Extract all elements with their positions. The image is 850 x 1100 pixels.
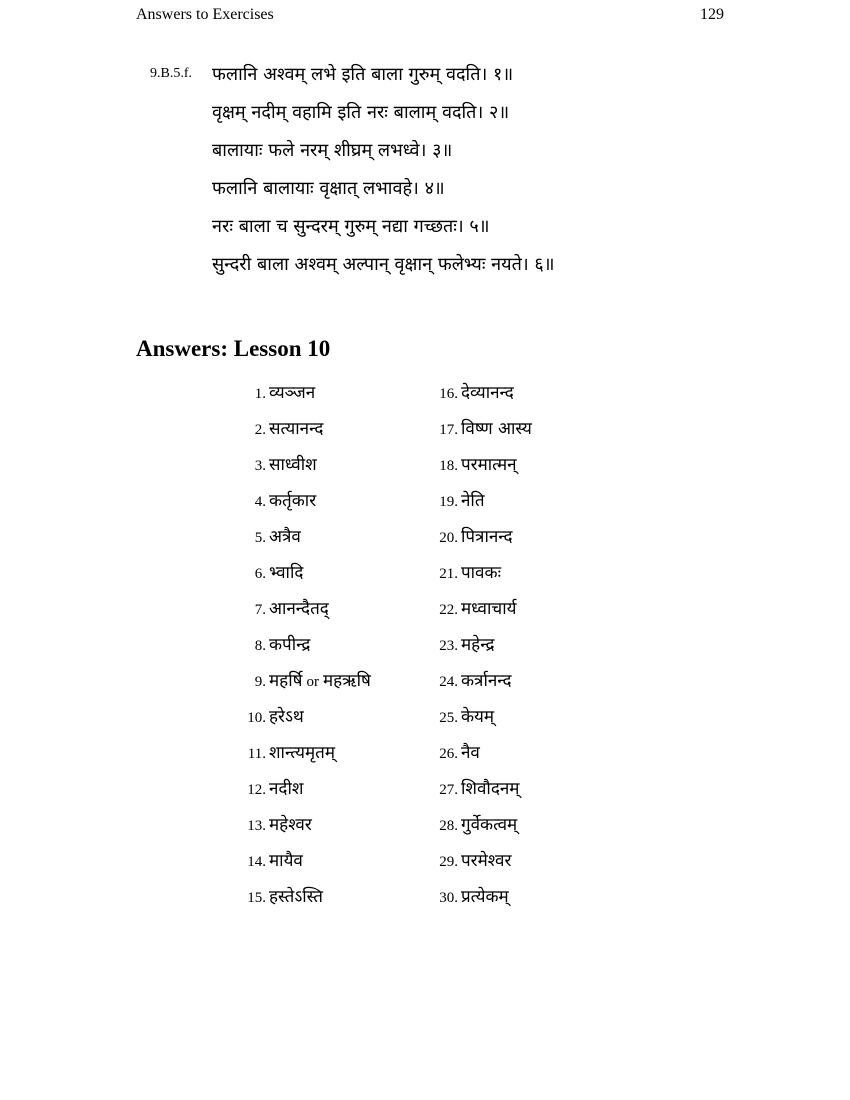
answer-item: [420, 846, 532, 882]
answer-item: [228, 666, 371, 702]
exercise-line: बालायाः फले नरम् शीघ्रम् लभध्वे। ३॥: [212, 140, 453, 161]
answer-number: 16.: [439, 386, 458, 402]
answer-number: 26.: [439, 746, 458, 762]
answer-text: मायैव: [269, 851, 303, 871]
exercise-lines: [212, 60, 555, 288]
answer-number: 18.: [439, 458, 458, 474]
answer-text: परमेश्वर: [461, 851, 512, 871]
answer-text: नदीश: [269, 779, 304, 799]
answer-item: [228, 774, 371, 810]
answer-text: हरेऽथ: [269, 707, 304, 727]
answer-item: [228, 486, 371, 522]
answer-number: 19.: [439, 494, 458, 510]
header-title: Answers to Exercises: [136, 6, 274, 23]
answer-text: पावकः: [461, 563, 502, 583]
answer-number: 3.: [254, 458, 266, 474]
exercise-line: फलानि अश्वम् लभे इति बाला गुरुम् वदति। १॥: [212, 64, 514, 85]
answer-number: 10.: [247, 710, 266, 726]
answer-number: 17.: [439, 422, 458, 438]
answer-text: देव्यानन्द: [461, 383, 514, 403]
answer-item: [420, 774, 532, 810]
answer-number: 1.: [254, 386, 266, 402]
answer-item: [420, 594, 532, 630]
answer-alternate: महऋषि: [322, 671, 371, 691]
answer-item: [228, 414, 371, 450]
answer-text: महेश्वर: [269, 815, 312, 835]
answer-number: 29.: [439, 854, 458, 870]
answer-item: [420, 702, 532, 738]
answer-number: 23.: [439, 638, 458, 654]
answer-number: 22.: [439, 602, 458, 618]
answer-item: [228, 630, 371, 666]
answers-column-right: [420, 378, 532, 918]
exercise-line: वृक्षम् नदीम् वहामि इति नरः बालाम् वदति। २॥: [212, 102, 510, 123]
page-number: 129: [700, 6, 724, 23]
answer-item: [228, 594, 371, 630]
answer-text: साध्वीश: [269, 455, 317, 475]
section-title: Answers: Lesson 10: [136, 336, 331, 361]
answer-text: परमात्मन्: [461, 455, 517, 475]
answer-item: [420, 486, 532, 522]
answer-number: 2.: [254, 422, 266, 438]
answer-number: 5.: [254, 530, 266, 546]
answer-item: [228, 450, 371, 486]
answer-item: [420, 414, 532, 450]
answer-text: व्यञ्जन: [269, 383, 316, 403]
answer-item: [420, 810, 532, 846]
answer-number: 20.: [439, 530, 458, 546]
answer-item: [420, 738, 532, 774]
answer-item: [420, 882, 532, 918]
answer-item: [228, 738, 371, 774]
answer-number: 14.: [247, 854, 266, 870]
answer-item: [420, 450, 532, 486]
answer-text: गुर्वेकत्वम्: [461, 815, 518, 835]
answer-number: 6.: [254, 566, 266, 582]
answer-item: [228, 810, 371, 846]
answer-text: कर्तृकार: [269, 491, 317, 511]
answer-number: 11.: [247, 746, 266, 762]
answer-number: 21.: [439, 566, 458, 582]
answer-item: [228, 882, 371, 918]
answer-text: कपीन्द्र: [269, 635, 311, 655]
answer-text: पित्रानन्द: [461, 527, 513, 547]
answer-item: [420, 558, 532, 594]
answer-text: मध्वाचार्य: [461, 599, 517, 619]
answer-text: भ्वादि: [269, 563, 304, 583]
exercise-label: 9.B.5.f.: [150, 66, 192, 81]
answers-column-left: [228, 378, 371, 918]
answer-number: 9.: [254, 674, 266, 690]
exercise-line: फलानि बालायाः वृक्षात् लभावहे। ४॥: [212, 178, 445, 199]
answer-number: 28.: [439, 818, 458, 834]
answer-text: केयम्: [461, 707, 495, 727]
answer-text: आनन्दैतद्: [269, 599, 329, 619]
answer-conjunction: or: [306, 674, 319, 690]
answer-number: 12.: [247, 782, 266, 798]
answer-text: विष्ण आस्य: [461, 419, 532, 439]
answer-text: शिवौदनम्: [461, 779, 520, 799]
answer-text: नेति: [461, 491, 485, 511]
answer-item: [420, 666, 532, 702]
answer-number: 24.: [439, 674, 458, 690]
answer-item: [420, 378, 532, 414]
answer-text: महर्षि: [269, 671, 303, 691]
answer-item: [228, 522, 371, 558]
answer-number: 30.: [439, 890, 458, 906]
answer-item: [420, 630, 532, 666]
answer-number: 8.: [254, 638, 266, 654]
answer-item: [228, 702, 371, 738]
answer-item: [228, 558, 371, 594]
answer-text: शान्त्यमृतम्: [269, 743, 336, 763]
answer-number: 13.: [247, 818, 266, 834]
exercise-line: नरः बाला च सुन्दरम् गुरुम् नद्या गच्छतः। ५॥: [212, 216, 490, 237]
answer-number: 27.: [439, 782, 458, 798]
answer-text: सत्यानन्द: [269, 419, 324, 439]
exercise-line: सुन्दरी बाला अश्वम् अल्पान् वृक्षान् फलेभ्यः नयते। ६॥: [212, 254, 555, 275]
answer-text: हस्तेऽस्ति: [269, 887, 323, 907]
answer-text: अत्रैव: [269, 527, 301, 547]
answer-text: कर्त्रानन्द: [461, 671, 512, 691]
answer-text: प्रत्येकम्: [461, 887, 509, 907]
answer-item: [420, 522, 532, 558]
answer-number: 25.: [439, 710, 458, 726]
answer-number: 4.: [254, 494, 266, 510]
answer-item: [228, 846, 371, 882]
answer-number: 7.: [254, 602, 266, 618]
answer-text: महेन्द्र: [461, 635, 495, 655]
answer-text: नैव: [461, 743, 480, 763]
answer-number: 15.: [247, 890, 266, 906]
answer-item: [228, 378, 371, 414]
